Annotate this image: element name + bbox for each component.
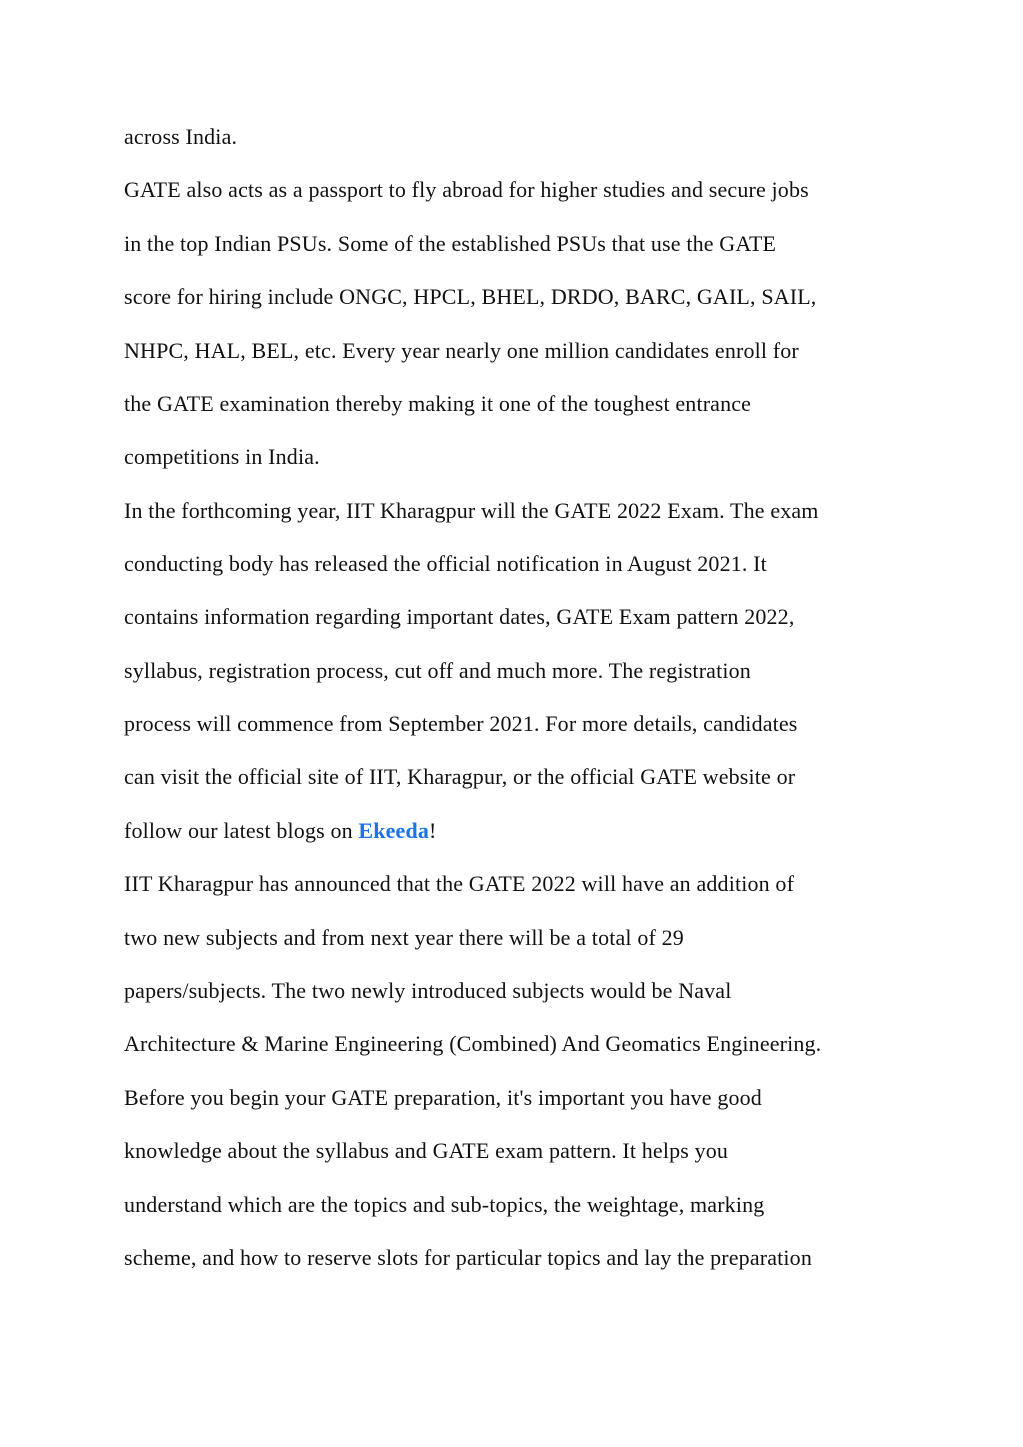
text-line: conducting body has released the official notification in August 2021. It: [124, 551, 767, 576]
ekeeda-link[interactable]: Ekeeda: [358, 818, 429, 843]
text-line: knowledge about the syllabus and GATE exam pattern. It helps you: [124, 1138, 729, 1163]
text-line: Architecture & Marine Engineering (Combined) And Geomatics Engineering.: [124, 1031, 822, 1056]
text-line: the GATE examination thereby making it one of the toughest entrance: [124, 391, 752, 416]
text-line: In the forthcoming year, IIT Kharagpur will the GATE 2022 Exam. The exam: [124, 498, 819, 523]
text-line: process will commence from September 2021. For more details, candidates: [124, 711, 798, 736]
text-line: competitions in India.: [124, 444, 320, 469]
text-line: contains information regarding important dates, GATE Exam pattern 2022,: [124, 604, 795, 629]
link-line-after: !: [429, 818, 437, 843]
text-line: can visit the official site of IIT, Kharagpur, or the official GATE website or: [124, 764, 796, 789]
text-line-with-link: [124, 818, 436, 844]
link-line-before: follow our latest blogs on: [124, 818, 359, 843]
text-line: understand which are the topics and sub-topics, the weightage, marking: [124, 1192, 765, 1217]
text-line: NHPC, HAL, BEL, etc. Every year nearly one million candidates enroll for: [124, 338, 799, 363]
text-line: two new subjects and from next year there will be a total of 29: [124, 925, 684, 950]
text-line: papers/subjects. The two newly introduced subjects would be Naval: [124, 978, 732, 1003]
text-line: across India.: [124, 124, 238, 149]
text-line: GATE also acts as a passport to fly abroad for higher studies and secure jobs: [124, 177, 809, 202]
text-line: IIT Kharagpur has announced that the GATE 2022 will have an addition of: [124, 871, 795, 896]
text-line: scheme, and how to reserve slots for particular topics and lay the preparation: [124, 1245, 812, 1270]
text-line: Before you begin your GATE preparation, it's important you have good: [124, 1085, 762, 1110]
text-line: in the top Indian PSUs. Some of the established PSUs that use the GATE: [124, 231, 777, 256]
text-line: syllabus, registration process, cut off and much more. The registration: [124, 658, 751, 683]
text-line: score for hiring include ONGC, HPCL, BHEL, DRDO, BARC, GAIL, SAIL,: [124, 284, 817, 309]
